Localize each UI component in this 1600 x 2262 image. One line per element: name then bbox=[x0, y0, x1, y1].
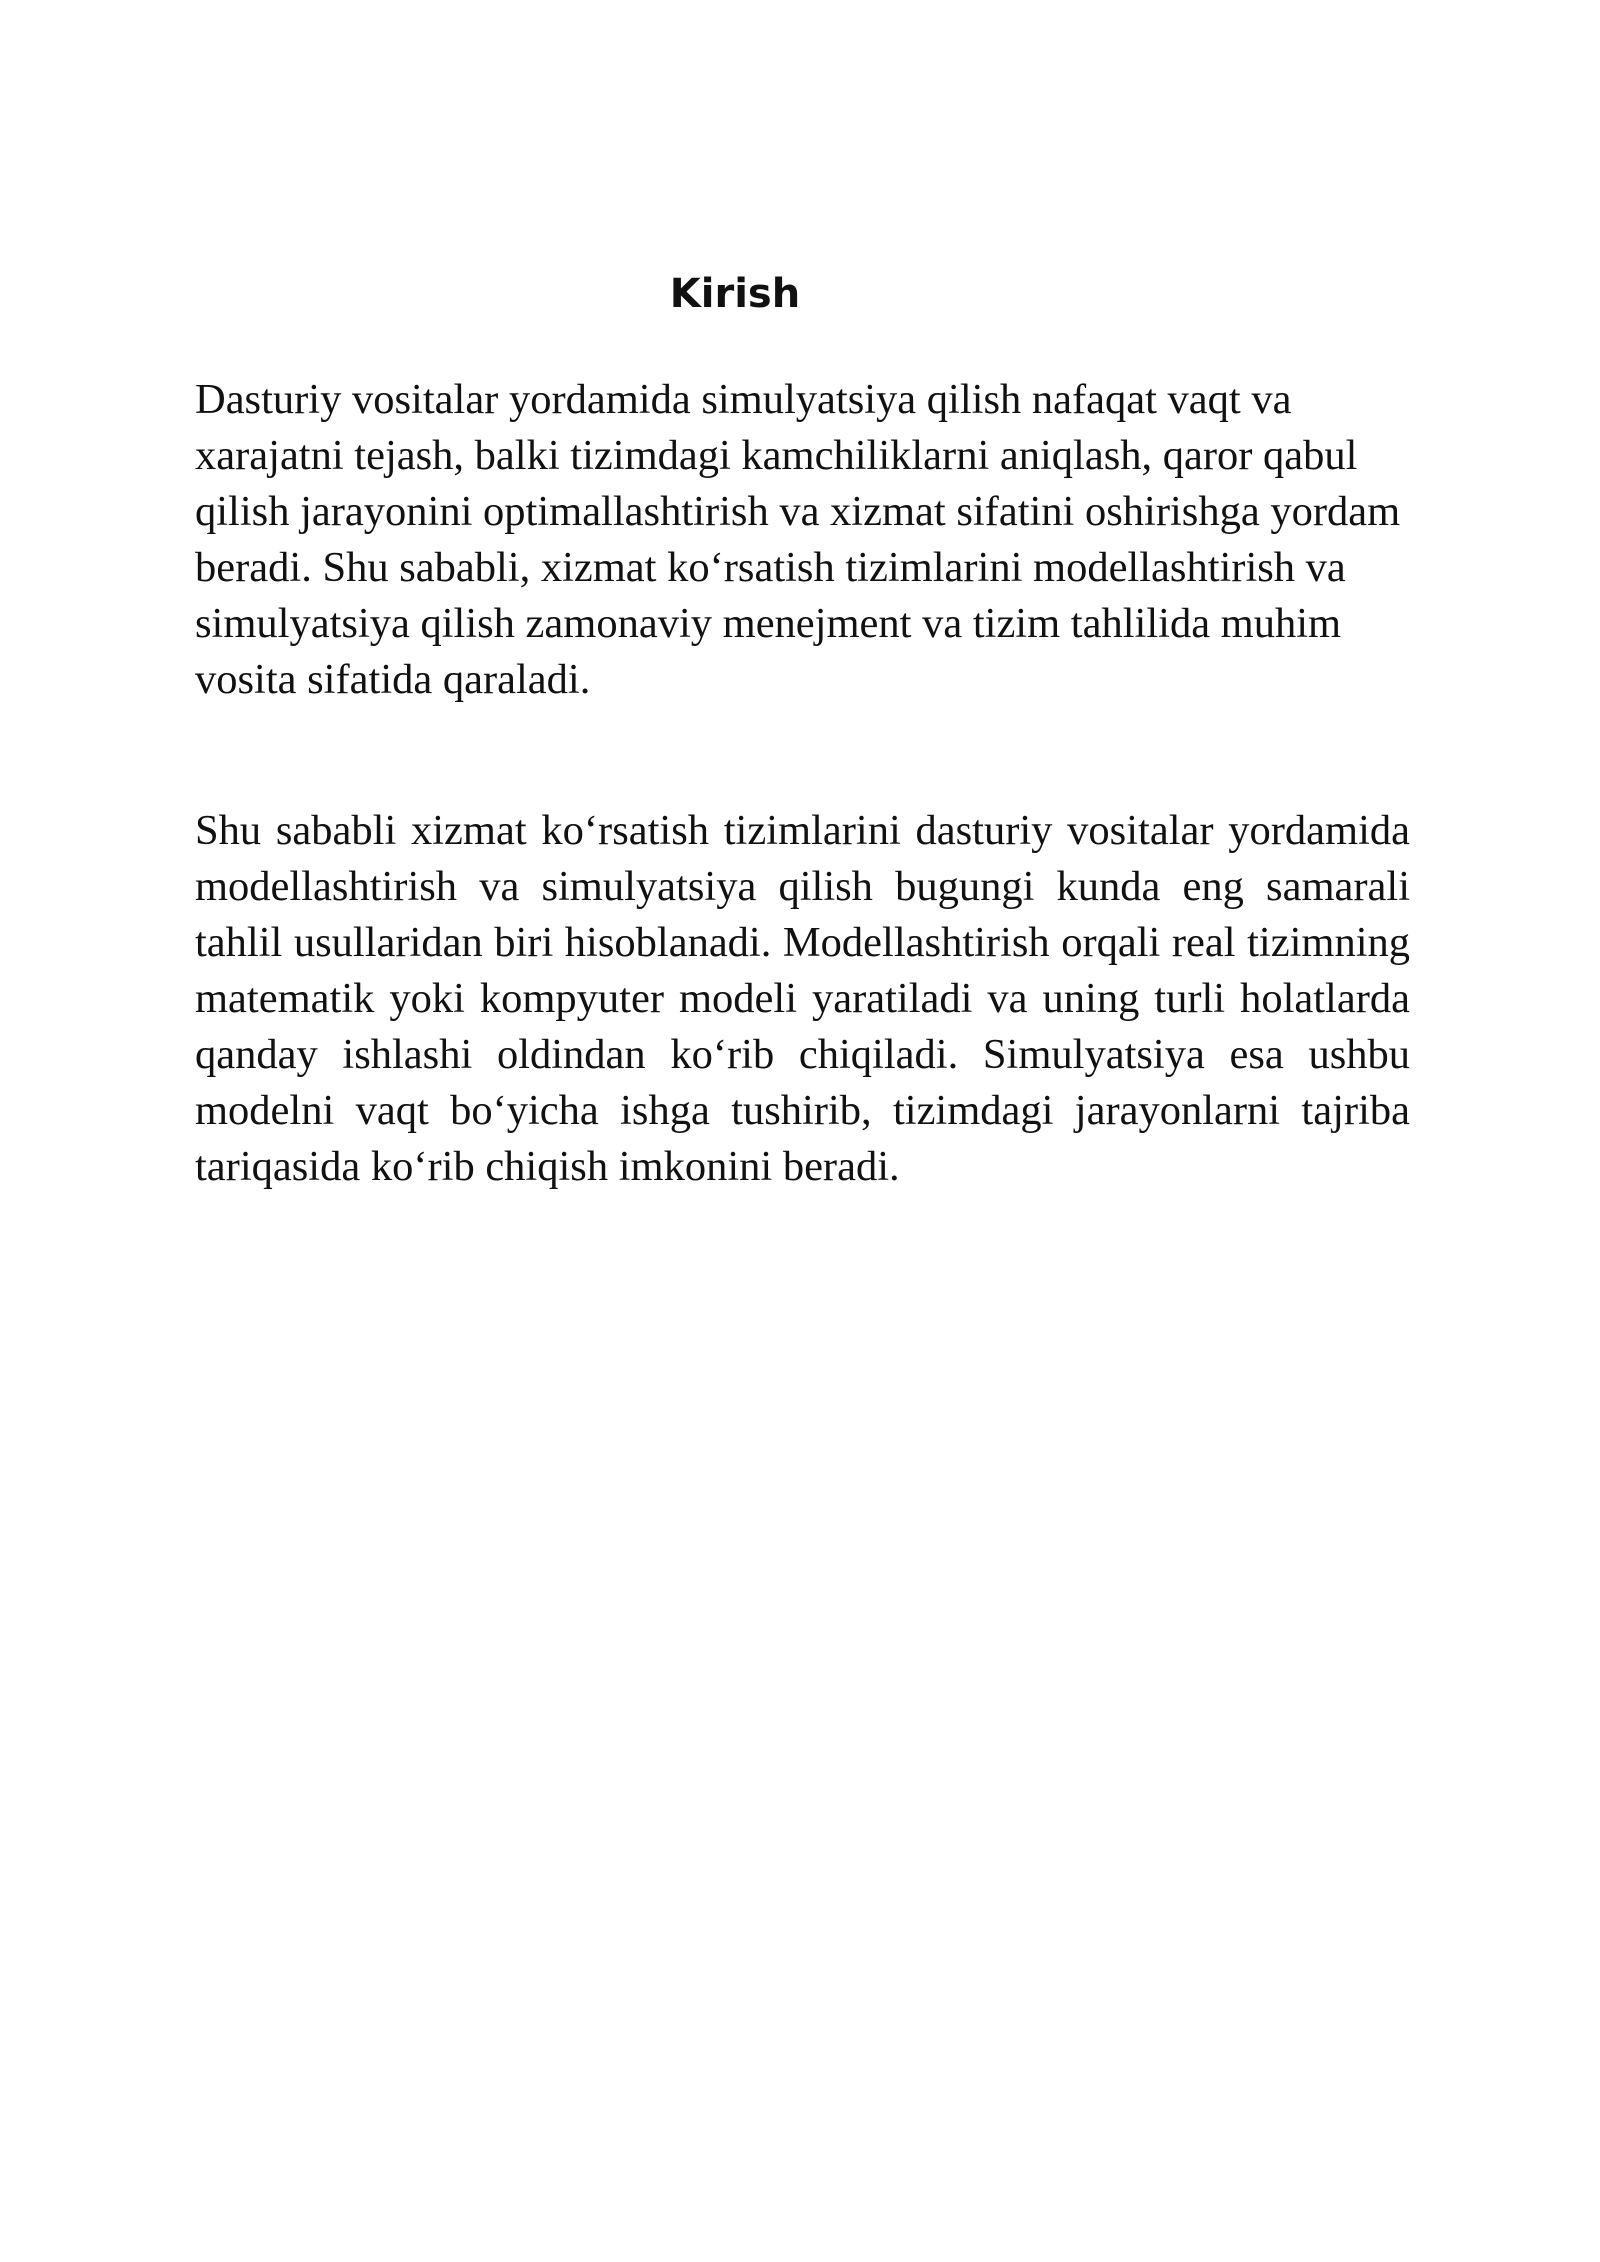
paragraph-intro: Dasturiy vositalar yordamida simulyatsiya qilish nafaqat vaqt va xarajatni tejash, balki tizimdagi kamchiliklarni aniqlash, qaror qabul qilish jarayonini optimallashtirish va xizmat sifatini oshirishga yordam beradi. Shu sababli, xizmat ko‘rsatish tizimlarini modellashtirish va simulyatsiya qilish zamonaviy menejment va tizim tahlilida muhim vosita sifatida qaraladi. bbox=[195, 376, 1401, 703]
paragraph-modelling: Shu sababli xizmat ko‘rsatish tizimlarini dasturiy vositalar yordamida modellashtirish va simulyatsiya qilish bugungi kunda eng samarali tahlil usullaridan biri hisoblanadi. Modellashtirish orqali real tizimning matematik yoki kompyuter modeli yaratiladi va uning turli holatlarda qanday ishlashi oldindan ko‘rib chiqiladi. Simulyatsiya esa ushbu modelni vaqt bo‘yicha ishga tushirib, tizimdagi jarayonlarni tajriba tariqasida ko‘rib chiqish imkonini beradi. bbox=[195, 807, 1410, 1190]
page-heading: Kirish bbox=[669, 271, 801, 317]
